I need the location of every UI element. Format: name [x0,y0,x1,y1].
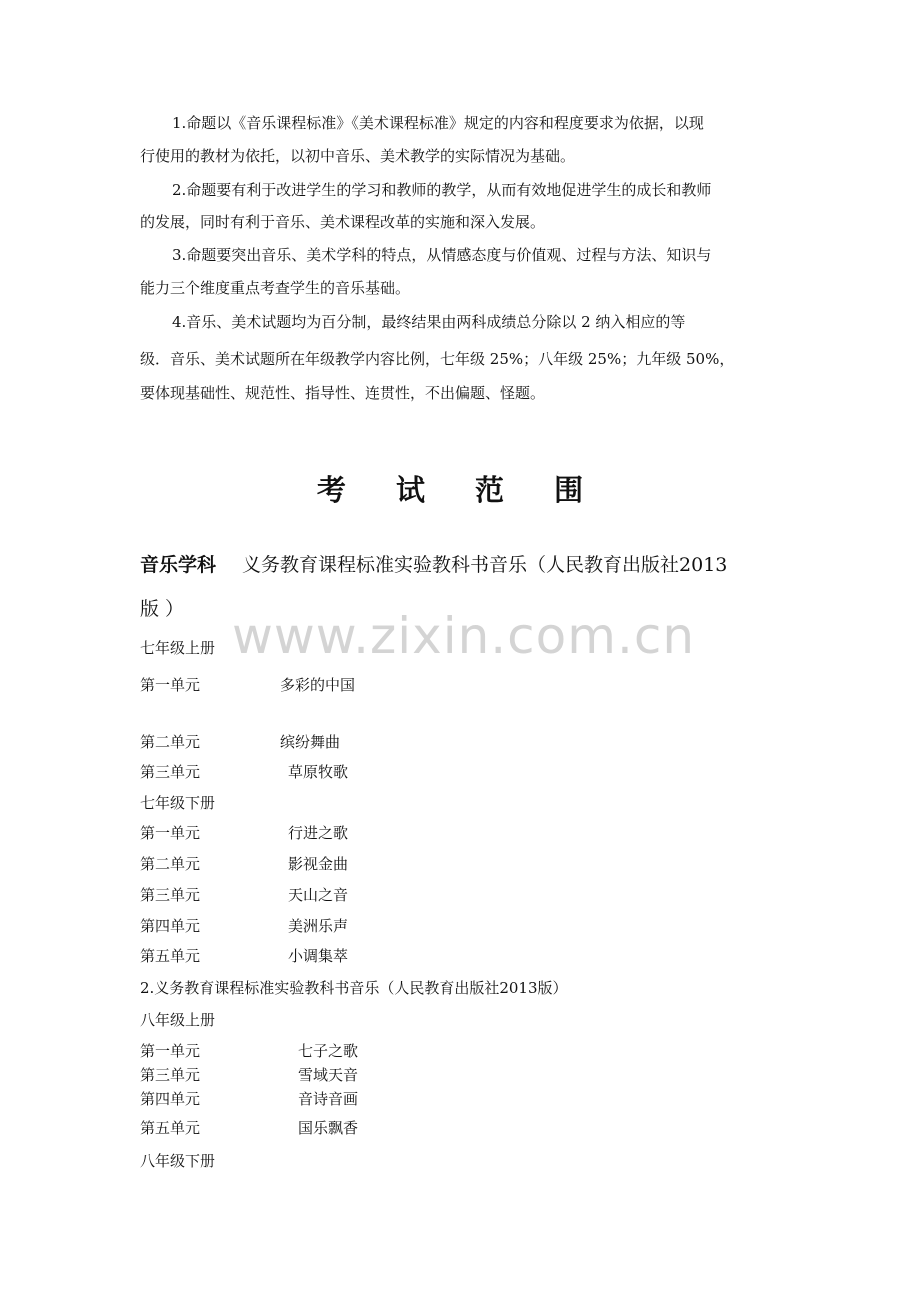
grade7-upper-unit-row [140,732,340,752]
rule-4-line-3: 要体现基础性、规范性、指导性、连贯性，不出偏题、怪题。 [140,384,546,402]
rule-4-line-1: 4.音乐、美术试题均为百分制，最终结果由两科成绩总分除以 2 纳入相应的等 [172,313,686,331]
grade8-upper-unit-row [140,1118,358,1138]
grade7-upper-unit-row [140,762,348,782]
unit-label: 第二单元 [140,733,201,751]
grade7-upper-unit-row [140,675,355,695]
unit-title: 音诗音画 [298,1090,359,1108]
unit-title: 多彩的中国 [280,676,356,694]
unit-label: 第三单元 [140,886,201,904]
section-title: 考 试 范 围 [316,473,604,507]
unit-label: 第五单元 [140,947,201,965]
grade8-upper-unit-row [140,1065,358,1085]
watermark: www.zixin.com.cn [232,607,696,665]
unit-title: 小调集萃 [288,947,349,965]
unit-title: 雪域天音 [298,1066,359,1084]
rule-3-line-2: 能力三个维度重点考查学生的音乐基础。 [140,279,411,297]
subject-label: 音乐学科 [140,554,217,576]
grade7-lower-unit-row [140,885,348,905]
rule-1-line-2: 行使用的教材为依托，以初中音乐、美术教学的实际情况为基础。 [140,147,576,165]
unit-label: 第五单元 [140,1119,201,1137]
unit-label: 第一单元 [140,1042,201,1060]
unit-title: 国乐飘香 [298,1119,359,1137]
unit-title: 行进之歌 [288,824,349,842]
grade8-upper-unit-row [140,1041,358,1061]
subject-line [140,552,727,578]
unit-label: 第二单元 [140,855,201,873]
grade7-lower-unit-row [140,854,348,874]
unit-title: 草原牧歌 [288,763,349,781]
rule-1-line-1: 1.命题以《音乐课程标准》《美术课程标准》规定的内容和程度要求为依据，以现 [172,114,704,132]
grade7-lower-unit-row [140,823,348,843]
subject-textbook-continued: 版 ） [140,598,185,620]
unit-label: 第四单元 [140,1090,201,1108]
grade7-lower-heading: 七年级下册 [140,794,216,812]
unit-title: 影视金曲 [288,855,349,873]
rule-4-line-2: 级．音乐、美术试题所在年级教学内容比例，七年级 25%；八年级 25%；九年级 50%， [140,350,735,368]
grade7-lower-unit-row [140,946,348,966]
unit-title: 美洲乐声 [288,917,349,935]
unit-label: 第一单元 [140,824,201,842]
unit-title: 七子之歌 [298,1042,359,1060]
unit-label: 第三单元 [140,763,201,781]
rule-2-line-1: 2.命题要有利于改进学生的学习和教师的教学，从而有效地促进学生的成长和教师 [172,181,712,199]
unit-label: 第四单元 [140,917,201,935]
unit-title: 天山之音 [288,886,349,904]
grade8-lower-heading: 八年级下册 [140,1152,216,1170]
rule-2-line-2: 的发展，同时有利于音乐、美术课程改革的实施和深入发展。 [140,213,546,231]
unit-title: 缤纷舞曲 [280,733,341,751]
unit-label: 第三单元 [140,1066,201,1084]
unit-label: 第一单元 [140,676,201,694]
grade7-upper-heading: 七年级上册 [140,639,216,657]
subject-textbook: 义务教育课程标准实验教科书音乐（人民教育出版社2013 [242,554,728,576]
rule-3-line-1: 3.命题要突出音乐、美术学科的特点，从情感态度与价值观、过程与方法、知识与 [172,246,712,264]
grade8-upper-heading: 八年级上册 [140,1011,216,1029]
grade8-upper-unit-row [140,1089,358,1109]
grade7-lower-unit-row [140,916,348,936]
textbook-2-heading: 2.义务教育课程标准实验教科书音乐（人民教育出版社2013版） [140,979,568,997]
